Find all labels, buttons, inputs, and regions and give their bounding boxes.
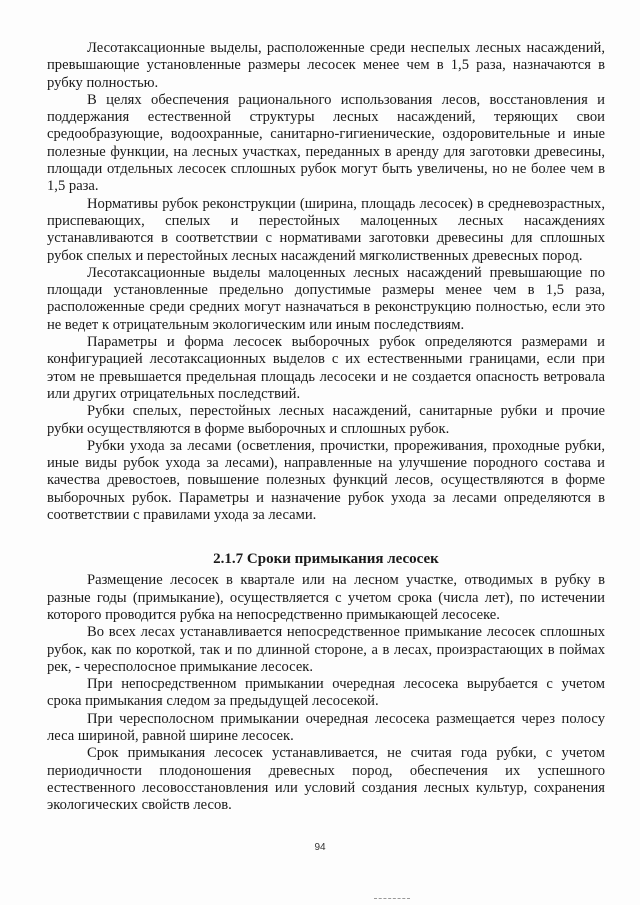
paragraph: Срок примыкания лесосек устанавливается, не считая года рубки, с учетом периодичности плодоношения древесных пород, обеспечения их успешного естественного лесовосстановления или условий создания лесных культур, сохранения экологических свойств лесов. bbox=[47, 745, 605, 814]
document-body bbox=[47, 40, 605, 814]
paragraph: Рубки спелых, перестойных лесных насаждений, санитарные рубки и прочие рубки осуществляются в форме выборочных и сплошных рубок. bbox=[47, 403, 605, 437]
section-heading: 2.1.7 Сроки примыкания лесосек bbox=[213, 551, 439, 568]
paragraph: Нормативы рубок реконструкции (ширина, площадь лесосек) в средневозрастных, приспевающих, спелых и перестойных малоценных лесных насаждениях устанавливаются в соответствии с нормативами заготовки древесины для сплошных рубок спелых и перестойных лесных насаждений мягколиственных древесных пород. bbox=[47, 195, 605, 264]
paragraph: При непосредственном примыкании очередная лесосека вырубается с учетом срока примыкания следом за предыдущей лесосекой. bbox=[47, 676, 605, 710]
paragraph: Параметры и форма лесосек выборочных рубок определяются размерами и конфигурацией лесотаксационных выделов с их естественными границами, если при этом не превышается предельная площадь лесосеки и не создается опасность ветровала или других отрицательных последствий. bbox=[47, 334, 605, 402]
paragraph: Рубки ухода за лесами (осветления, прочистки, прореживания, проходные рубки, иные виды рубок ухода за лесами), направленные на улучшение породного состава и качества древостоев, повышение полезных функций лесов, осуществляются в форме выборочных рубок. Параметры и назначение рубок ухода за лесами определяются в соответствии с правилами ухода за лесами. bbox=[47, 437, 605, 524]
paragraph: Лесотаксационные выделы малоценных лесных насаждений превышающие по площади установленные предельно допустимые размеры менее чем в 1,5 раза, расположенные среди средних могут назначаться в реконструкцию полностью, если это не ведет к отрицательным экологическим или иным последствиям. bbox=[47, 264, 605, 333]
paragraph: Лесотаксационные выделы, расположенные среди неспелых лесных насаждений, превышающие установленные размеры лесосек менее чем в 1,5 раза, назначаются в рубку полностью. bbox=[47, 40, 605, 91]
paragraph: Во всех лесах устанавливается непосредственное примыкание лесосек сплошных рубок, как по короткой, так и по длинной стороне, а в лесах, произрастающих в поймах рек, - чересполосное примыкание лесосек. bbox=[47, 624, 605, 675]
paragraph: Размещение лесосек в квартале или на лесном участке, отводимых в рубку в разные годы (примыкание), осуществляется с учетом срока (числа лет), по истечении которого проводится рубка на непосредственно примыкающей лесосеке. bbox=[47, 572, 605, 623]
page-number: 94 bbox=[314, 842, 326, 853]
paragraph: При чересполосном примыкании очередная лесосека размещается через полосу леса шириной, равной ширине лесосек. bbox=[47, 710, 605, 744]
scan-artifact bbox=[374, 898, 410, 901]
paragraph: В целях обеспечения рационального использования лесов, восстановления и поддержания естественной структуры лесных насаждений, теряющих свои средообразующие, водоохранные, санитарно-гигиенические, оздоровительные и иные полезные функции, на лесных участках, переданных в аренду для заготовки древесины, площади отдельных лесосек сплошных рубок могут быть увеличены, но не более чем в 1,5 раза. bbox=[47, 91, 605, 195]
